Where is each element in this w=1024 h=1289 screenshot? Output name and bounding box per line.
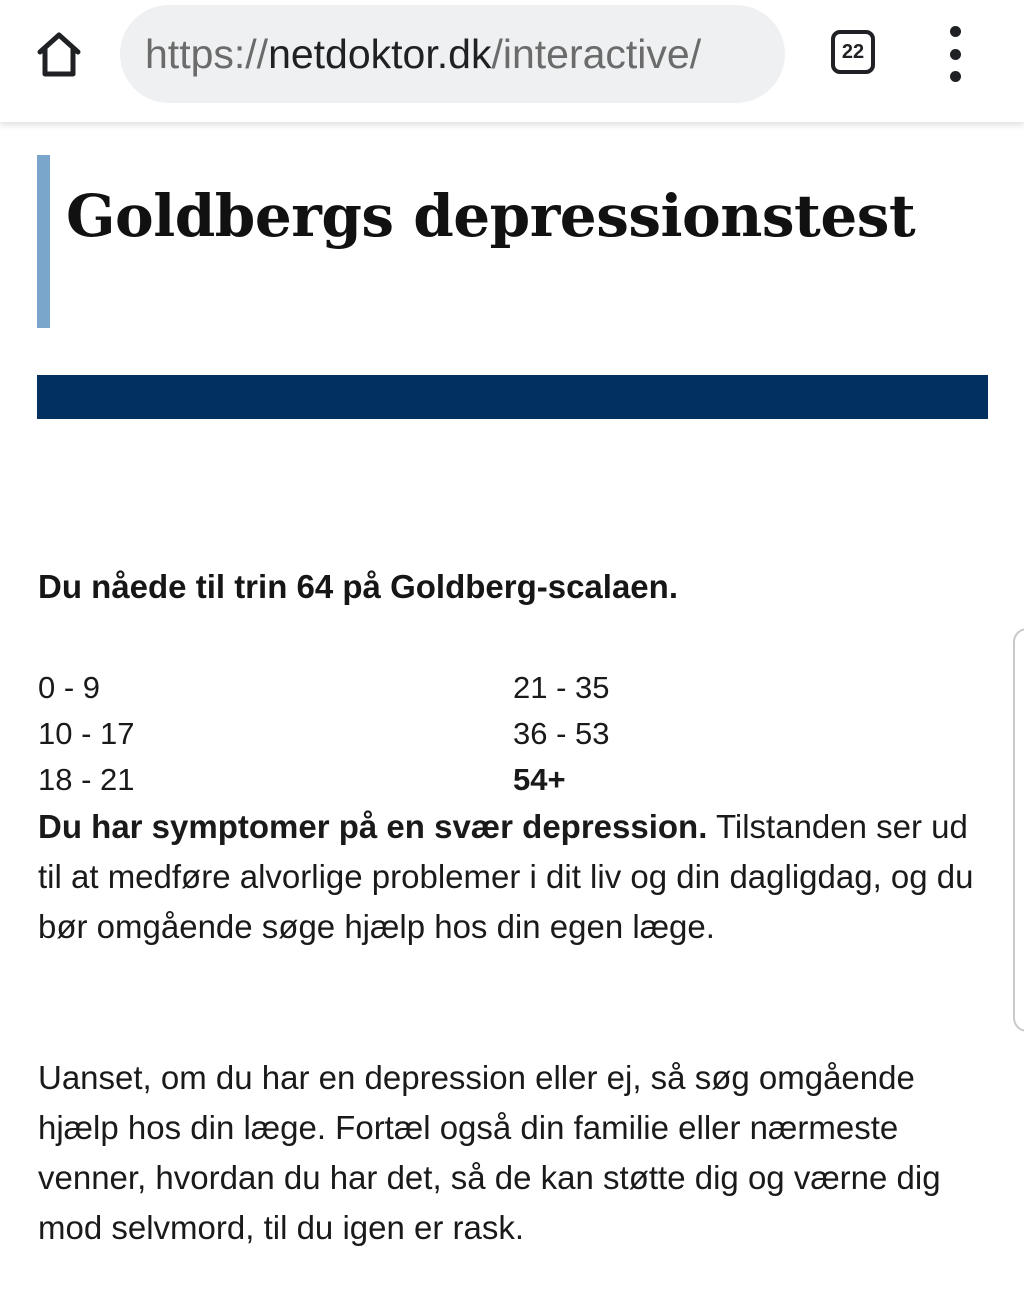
scale-range: 10 - 17 xyxy=(38,716,135,751)
scale-range-current: 54+ xyxy=(513,762,566,797)
more-vert-icon[interactable] xyxy=(930,26,980,82)
diagnosis-bold: Du har symptomer på en svær depression. xyxy=(38,808,708,845)
title-accent-bar xyxy=(37,155,50,328)
diagnosis-paragraph xyxy=(38,802,978,952)
menu-dot xyxy=(950,71,961,82)
scale-range: 36 - 53 xyxy=(513,716,610,751)
scale-range: 21 - 35 xyxy=(513,670,610,705)
url-path: /interactive/ xyxy=(491,31,702,77)
url-text xyxy=(145,5,701,103)
url-host: netdoktor.dk xyxy=(268,31,492,77)
navy-divider-bar xyxy=(37,375,988,419)
tab-switcher-button[interactable] xyxy=(831,30,875,74)
advice-paragraph: Uanset, om du har en depression eller ej, så søg omgående hjælp hos din læge. Fortæl også din familie eller nærmeste venner, hvordan du har det, så de kan støtte dig og værne dig mod selvmord, til du igen er rask. xyxy=(38,1059,941,1246)
url-scheme: https:// xyxy=(145,31,269,77)
tab-count: 22 xyxy=(841,40,865,63)
diagnosis-text: Tilstanden ser ud til at medføre alvorlige problemer i dit liv og din dagligdag, og du bør omgående søge hjælp hos din egen læge. xyxy=(38,808,974,945)
menu-dot xyxy=(950,49,961,60)
browser-toolbar xyxy=(0,0,1024,122)
scale-range: 18 - 21 xyxy=(38,762,135,797)
scroll-handle[interactable] xyxy=(1013,628,1024,1032)
home-icon xyxy=(34,30,84,80)
result-heading: Du nåede til trin 64 på Goldberg-scalaen. xyxy=(38,568,678,605)
scale-range: 0 - 9 xyxy=(38,670,101,705)
page-title: Goldbergs depressionstest xyxy=(66,182,916,250)
home-button[interactable] xyxy=(26,22,92,88)
score-scale-table xyxy=(38,665,938,803)
menu-dot xyxy=(950,26,961,37)
url-bar[interactable] xyxy=(120,5,785,103)
